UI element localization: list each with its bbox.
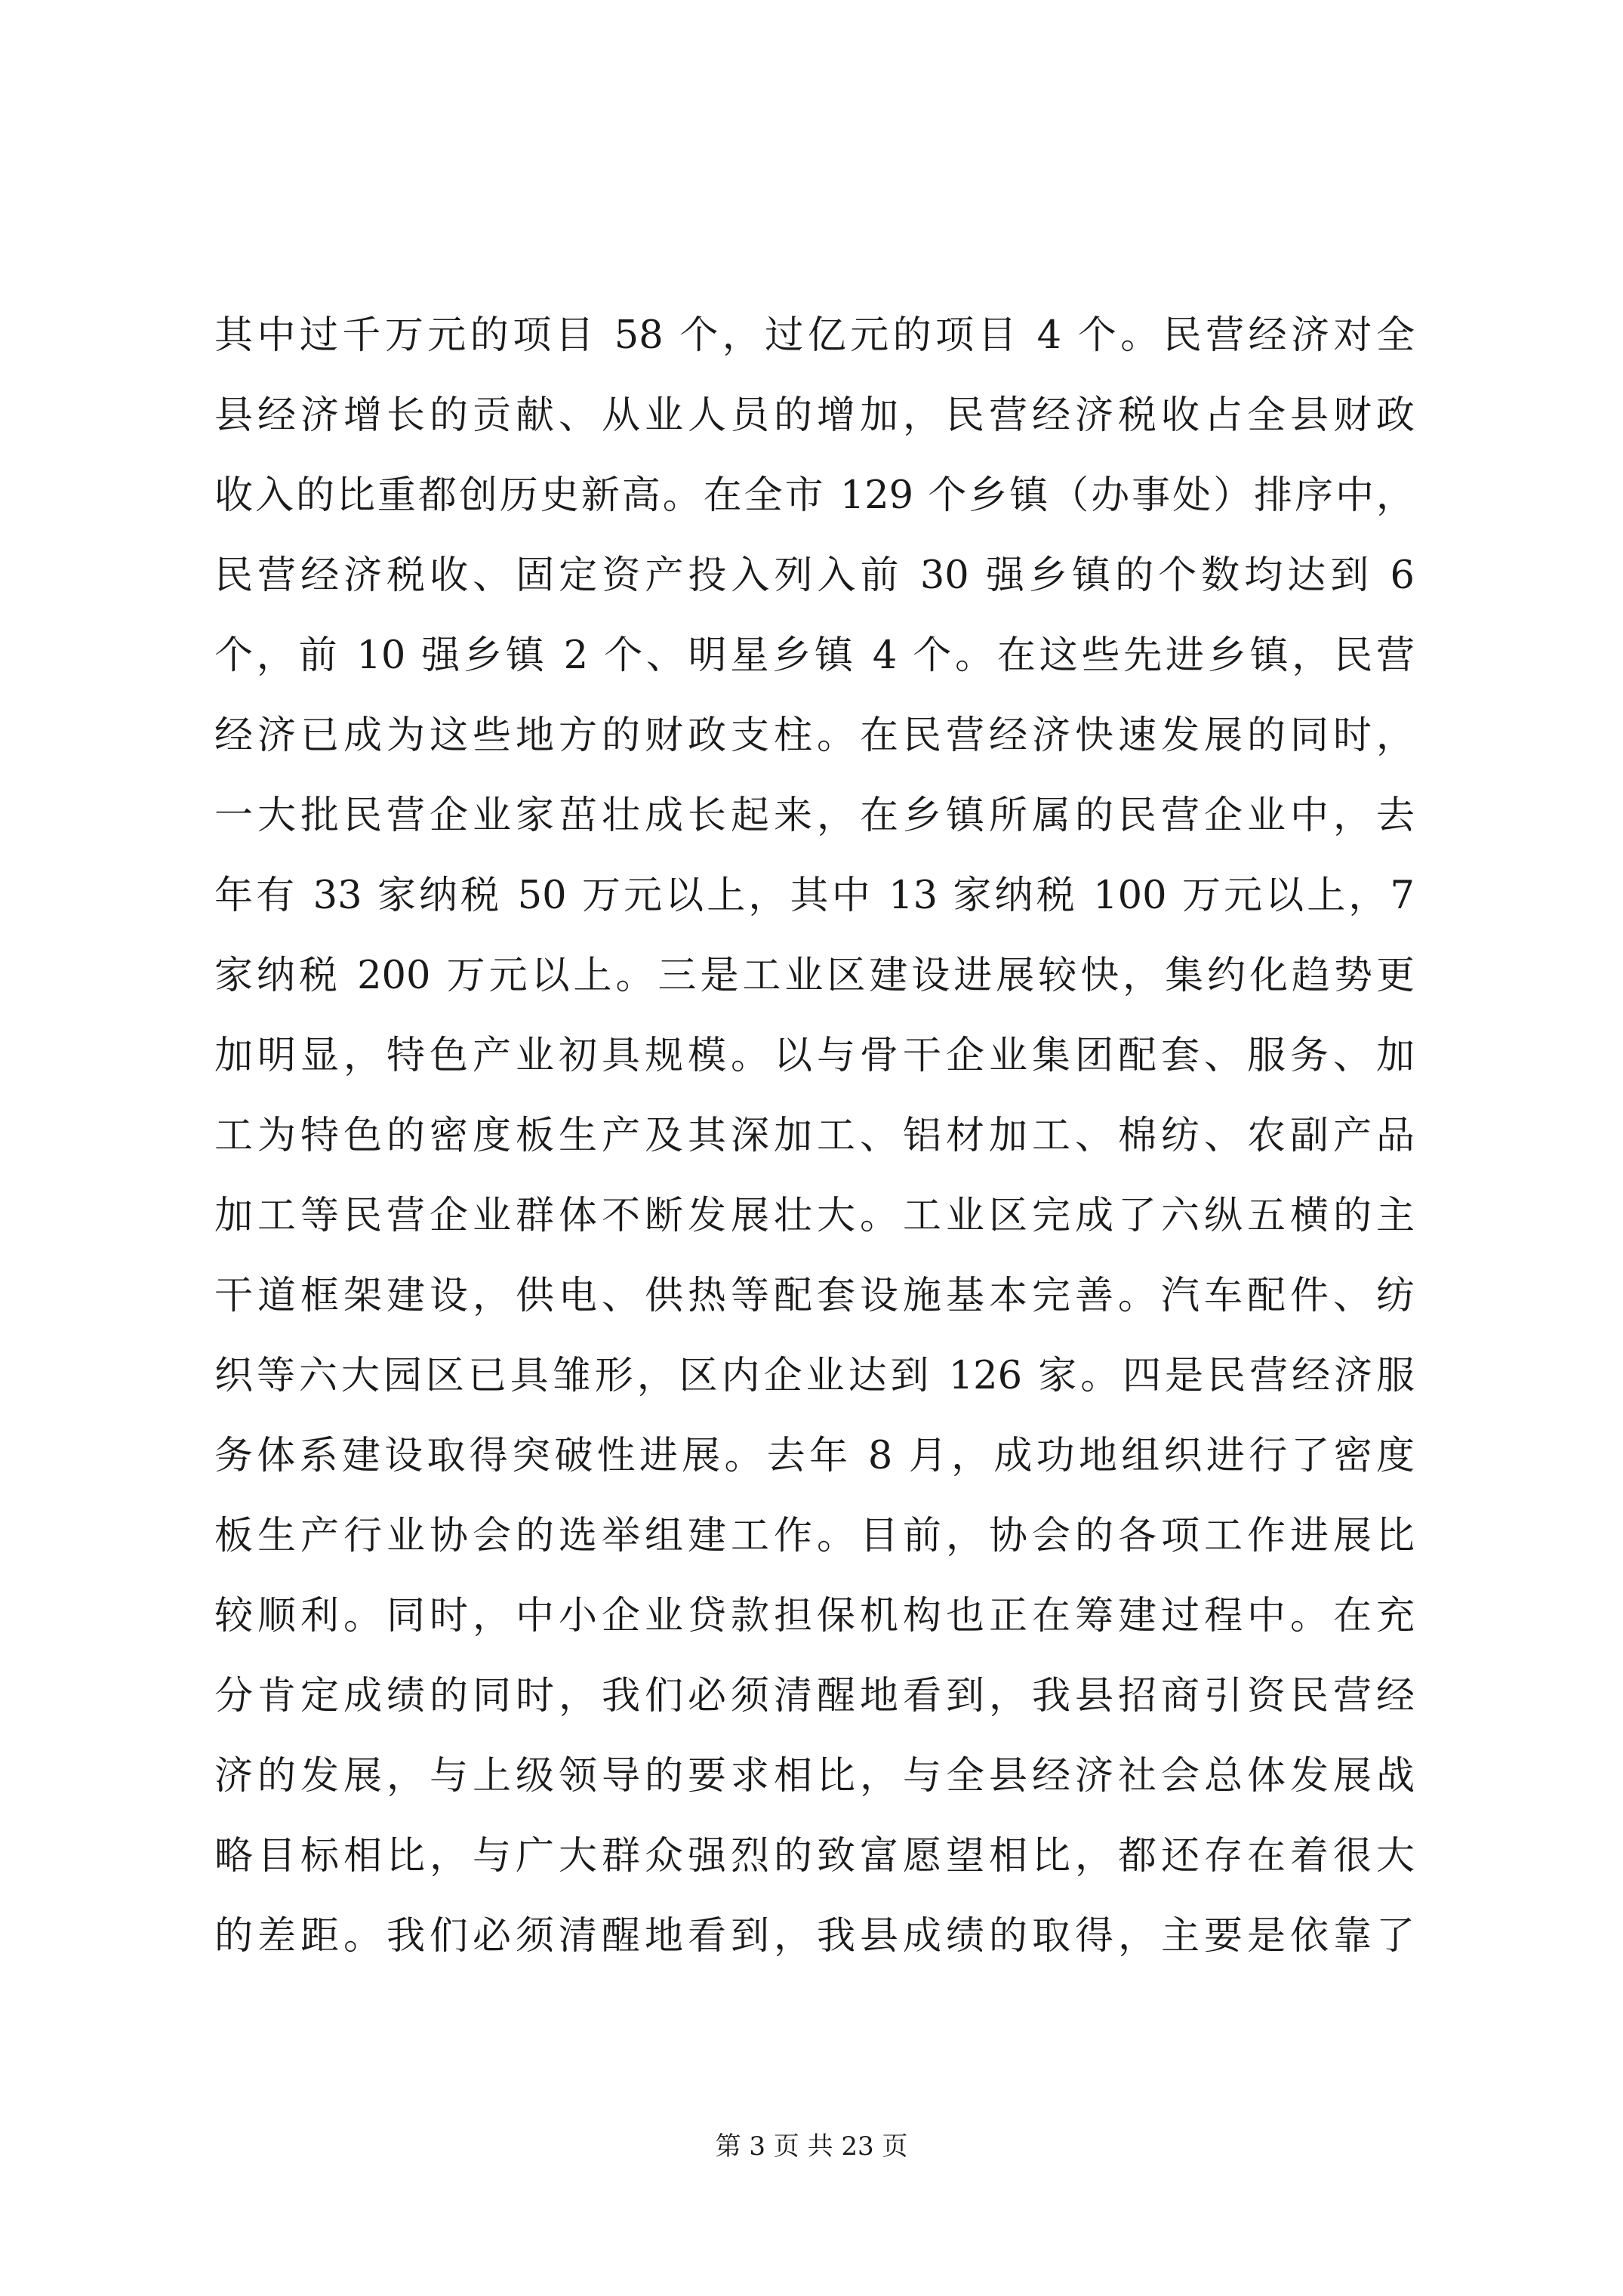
text-line: 济的发展，与上级领导的要求相比，与全县经济社会总体发展战 bbox=[214, 1754, 1415, 1798]
page-number-footer: 第 3 页 共 23 页 bbox=[715, 2131, 908, 2162]
text-line: 较顺利。同时，中小企业贷款担保机构也正在筹建过程中。在充 bbox=[214, 1594, 1415, 1638]
text-line: 略目标相比，与广大群众强烈的致富愿望相比，都还存在着很大 bbox=[214, 1834, 1415, 1878]
text-line: 加明显，特色产业初具规模。以与骨干企业集团配套、服务、加 bbox=[214, 1034, 1415, 1078]
text-line: 加工等民营企业群体不断发展壮大。工业区完成了六纵五横的主 bbox=[214, 1194, 1415, 1238]
text-line: 经济已成为这些地方的财政支柱。在民营经济快速发展的同时， bbox=[214, 713, 1415, 758]
text-line: 民营经济税收、固定资产投入列入前 30 强乡镇的个数均达到 6 bbox=[214, 553, 1415, 598]
text-line: 收入的比重都创历史新高。在全市 129 个乡镇（办事处）排序中， bbox=[214, 473, 1415, 518]
text-line: 一大批民营企业家茁壮成长起来，在乡镇所属的民营企业中，去 bbox=[214, 794, 1415, 838]
text-line: 家纳税 200 万元以上。三是工业区建设进展较快，集约化趋势更 bbox=[214, 954, 1415, 998]
text-line: 县经济增长的贡献、从业人员的增加，民营经济税收占全县财政 bbox=[214, 393, 1415, 438]
text-line: 务体系建设取得突破性进展。去年 8 月，成功地组织进行了密度 bbox=[214, 1434, 1415, 1478]
text-line: 个，前 10 强乡镇 2 个、明星乡镇 4 个。在这些先进乡镇，民营 bbox=[214, 633, 1415, 678]
text-line: 其中过千万元的项目 58 个，过亿元的项目 4 个。民营经济对全 bbox=[214, 313, 1415, 358]
text-line: 年有 33 家纳税 50 万元以上，其中 13 家纳税 100 万元以上，7 bbox=[214, 874, 1415, 918]
body-text bbox=[214, 296, 1415, 1977]
text-line: 的差距。我们必须清醒地看到，我县成绩的取得，主要是依靠了 bbox=[214, 1914, 1415, 1959]
text-line: 织等六大园区已具雏形，区内企业达到 126 家。四是民营经济服 bbox=[214, 1354, 1415, 1398]
text-line: 工为特色的密度板生产及其深加工、铝材加工、棉纺、农副产品 bbox=[214, 1114, 1415, 1158]
text-line: 干道框架建设，供电、供热等配套设施基本完善。汽车配件、纺 bbox=[214, 1274, 1415, 1318]
text-line: 板生产行业协会的选举组建工作。目前，协会的各项工作进展比 bbox=[214, 1514, 1415, 1558]
text-line: 分肯定成绩的同时，我们必须清醒地看到，我县招商引资民营经 bbox=[214, 1674, 1415, 1718]
